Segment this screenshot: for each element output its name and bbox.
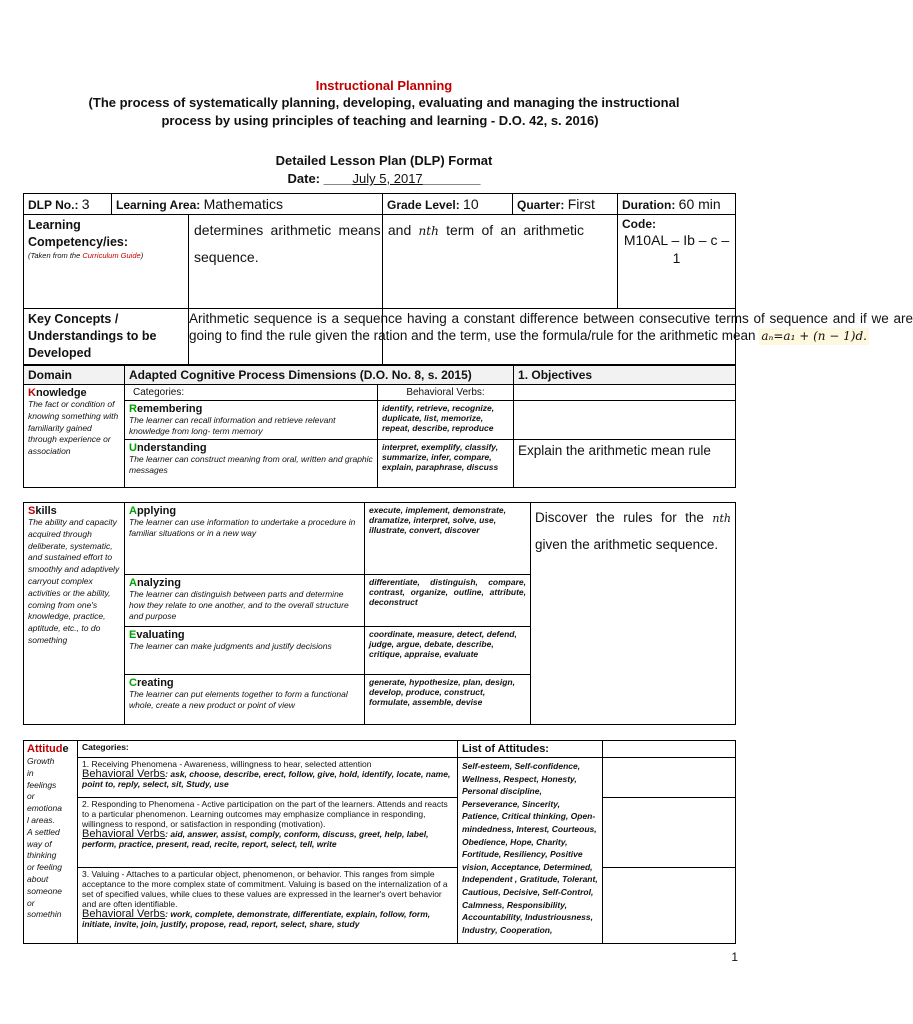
subtitle-line2: process by using principles of teaching and learning - D.O. 42, s. 2016)	[161, 113, 599, 128]
attitude-list-label: List of Attitudes:	[458, 741, 603, 758]
domain-header: Domain	[24, 366, 125, 385]
receiving-cell: 1. Receiving Phenomena - Awareness, willingness to hear, selected attention Behavioral Verbs: ask, choose, describe, erect, follow, give, hold, identify, locate, name, point to, reply, select, sit, Study, use	[78, 758, 458, 798]
applying-verbs: execute, implement, demonstrate, dramatize, interpret, solve, use, illustrate, convert, discover	[365, 503, 531, 575]
quarter-value: First	[567, 196, 595, 212]
attitude-desc-line: feelings	[27, 779, 57, 790]
key-concepts-text: Arithmetic sequence is a sequence having a constant difference between consecutive terms of sequence and if we are going to find the rule given the ration and the term, use the formula/rule for the arithmetic mean aₙ=a₁ + (n − 1)d.	[189, 311, 913, 343]
code-value: M10AL – Ib – c – 1	[623, 232, 730, 266]
attitude-desc-line: way of	[27, 838, 52, 849]
attitude-desc-line: thinking	[27, 850, 57, 861]
nth-symbol: nth	[712, 512, 731, 525]
attitude-categories-label: Categories:	[78, 741, 458, 758]
arithmetic-formula: aₙ=a₁ + (n − 1)d.	[761, 329, 867, 343]
skills-desc: The ability and capacity acquired through deliberate, systematic, and sustained effort to smoothly and adaptively carryout complex activities or the ability, coming from one's knowledge, practice, aptitude, etc., to do something	[28, 517, 120, 645]
competency-note: (Taken from the Curriculum Guide)	[28, 251, 144, 260]
attitude-desc-line: someone	[27, 885, 62, 896]
subtitle-line1: (The process of systematically planning, developing, evaluating and managing the instructional	[88, 95, 680, 110]
adapted-header: Adapted Cognitive Process Dimensions (D.O. No. 8, s. 2015)	[125, 366, 514, 385]
remembering-objective	[514, 401, 736, 440]
analyzing-verbs: differentiate, distinguish, compare, contrast, organize, outline, attribute, deconstruct	[365, 575, 531, 627]
verbs-header: Behavioral Verbs:	[378, 385, 514, 401]
page-title: Instructional Planning	[315, 78, 453, 93]
valuing-cell: 3. Valuing - Attaches to a particular object, phenomenon, or behavior. This ranges from simple acceptance to the more complex state of commitment. Valuing is based on the internalization of a set of specified values, while clues to these values are expressed in the learner's overt behavior and are often identifiable. Behavioral Verbs: work, complete, demonstrate, differentiate, explain, follow, form, initiate, invite, join, justify, propose, read, report, select, share, study	[78, 868, 458, 944]
applying-cell: Applying The learner can use information to undertake a procedure in familiar situations or in a new way	[125, 503, 365, 575]
duration-value: 60 min	[678, 196, 721, 212]
skills-domain-cell: Skills The ability and capacity acquired through deliberate, systematic, and sustained effort to smoothly and adaptively carryout complex activities or the ability, coming from one's knowledge, practice, aptitude, etc., to do something	[24, 503, 125, 725]
grade-level-value: 10	[463, 196, 479, 212]
competency-text: determines arithmetic means and nth term of an arithmetic sequence.	[194, 222, 584, 265]
attitude-desc-line: or feeling	[27, 862, 62, 873]
learning-area-value: Mathematics	[203, 196, 283, 212]
knowledge-table	[23, 365, 736, 488]
understanding-objective: Explain the arithmetic mean rule	[514, 440, 736, 488]
dlp-no-value: 3	[81, 196, 90, 212]
understanding-verbs: interpret, exemplify, classify, summarize, infer, compare, explain, paraphrase, discuss	[378, 440, 514, 488]
attitude-desc-line: Growth	[27, 756, 55, 766]
attitude-desc-line: emotiona	[27, 803, 62, 814]
attitude-desc-line: about	[27, 873, 49, 884]
format-title: Detailed Lesson Plan (DLP) Format	[275, 153, 493, 168]
grade-level-cell: Grade Level: 10	[383, 194, 513, 215]
creating-cell: Creating The learner can put elements together to form a functional whole, create a new product or point of view	[125, 675, 365, 725]
skills-objective: Discover the rules for the nth given the arithmetic sequence.	[531, 503, 736, 725]
attitude-domain-cell: Attitude Growth in feelings or emotiona l areas. A settled way of thinking or feeling about someone or somethin	[24, 741, 78, 944]
key-concepts-label: Key Concepts / Understandings to be Developed	[28, 312, 157, 360]
competency-label: Learning Competency/ies:	[28, 218, 129, 249]
knowledge-domain-cell: Knowledge The fact or condition of knowing something with familiarity gained through experience or association	[24, 385, 125, 488]
attitude-list: Self-esteem, Self-confidence, Wellness, Respect, Honesty, Personal discipline, Perseverance, Sincerity, Patience, Critical thinking, Open-mindedness, Interest, Courteous, Obedience, Hope, Charity, Fortitude, Resiliency, Positive vision, Acceptance, Determined, Independent , Gratitude, Tolerant, Cautious, Decisive, Self-Control, Calmness, Responsibility, Accountability, Industriousness, Industry, Cooperation,	[458, 758, 603, 944]
attitude-desc	[27, 756, 74, 921]
curriculum-guide-link: Curriculum Guide	[82, 251, 141, 260]
attitude-desc-line: somethin	[27, 909, 62, 920]
responding-cell: 2. Responding to Phenomena - Active participation on the part of the learners. Attends and reacts to a particular phenomenon. Learning outcomes may emphasize compliance in responding, willingness to respond, or satisfaction in responding (motivation). Behavioral Verbs: aid, answer, assist, comply, conform, discuss, greet, help, label, perform, practice, present, read, recite, report, select, tell, write	[78, 798, 458, 868]
understanding-cell: Understanding The learner can construct meaning from oral, written and graphic messages	[125, 440, 378, 488]
date-label: Date: ____	[287, 171, 353, 186]
code-cell: Code: M10AL – Ib – c – 1	[618, 215, 736, 309]
date-trail: ________	[422, 171, 481, 186]
dlp-no-cell: DLP No.: 3	[24, 194, 112, 215]
categories-header: Categories:	[125, 385, 378, 401]
analyzing-cell: Analyzing The learner can distinguish between parts and determine how they relate to one another, and to the overall structure and purpose	[125, 575, 365, 627]
skills-table	[23, 502, 736, 725]
date-value: July 5, 2017	[352, 171, 423, 186]
page-number: 1	[731, 950, 738, 964]
date-line	[0, 171, 768, 186]
evaluating-cell: Evaluating The learner can make judgments and justify decisions	[125, 627, 365, 675]
attitude-table	[23, 740, 736, 944]
info-table	[23, 193, 913, 365]
attitude-desc-line: l areas.	[27, 814, 55, 825]
attitude-desc-line: A settled	[27, 826, 60, 837]
objectives-header: 1. Objectives	[514, 366, 736, 385]
knowledge-desc: The fact or condition of knowing something with familiarity gained through experience or association	[28, 399, 119, 457]
competency-label-cell	[24, 215, 584, 309]
nth-term-symbol: nth	[418, 224, 439, 238]
creating-verbs: generate, hypothesize, plan, design, develop, produce, construct, formulate, assemble, devise	[365, 675, 531, 725]
remembering-verbs: identify, retrieve, recognize, duplicate, list, memorize, repeat, describe, reproduce	[378, 401, 514, 440]
evaluating-verbs: coordinate, measure, detect, defend, judge, argue, debate, describe, critique, appraise, evaluate	[365, 627, 531, 675]
duration-cell: Duration: 60 min	[618, 194, 736, 215]
remembering-cell: Remembering The learner can recall information and retrieve relevant knowledge from long- term memory	[125, 401, 378, 440]
attitude-desc-line: or	[27, 791, 35, 802]
learning-area-cell: Learning Area: Mathematics	[112, 194, 383, 215]
attitude-desc-line: in	[27, 767, 34, 778]
attitude-desc-line: or	[27, 897, 35, 908]
quarter-cell: Quarter: First	[513, 194, 618, 215]
